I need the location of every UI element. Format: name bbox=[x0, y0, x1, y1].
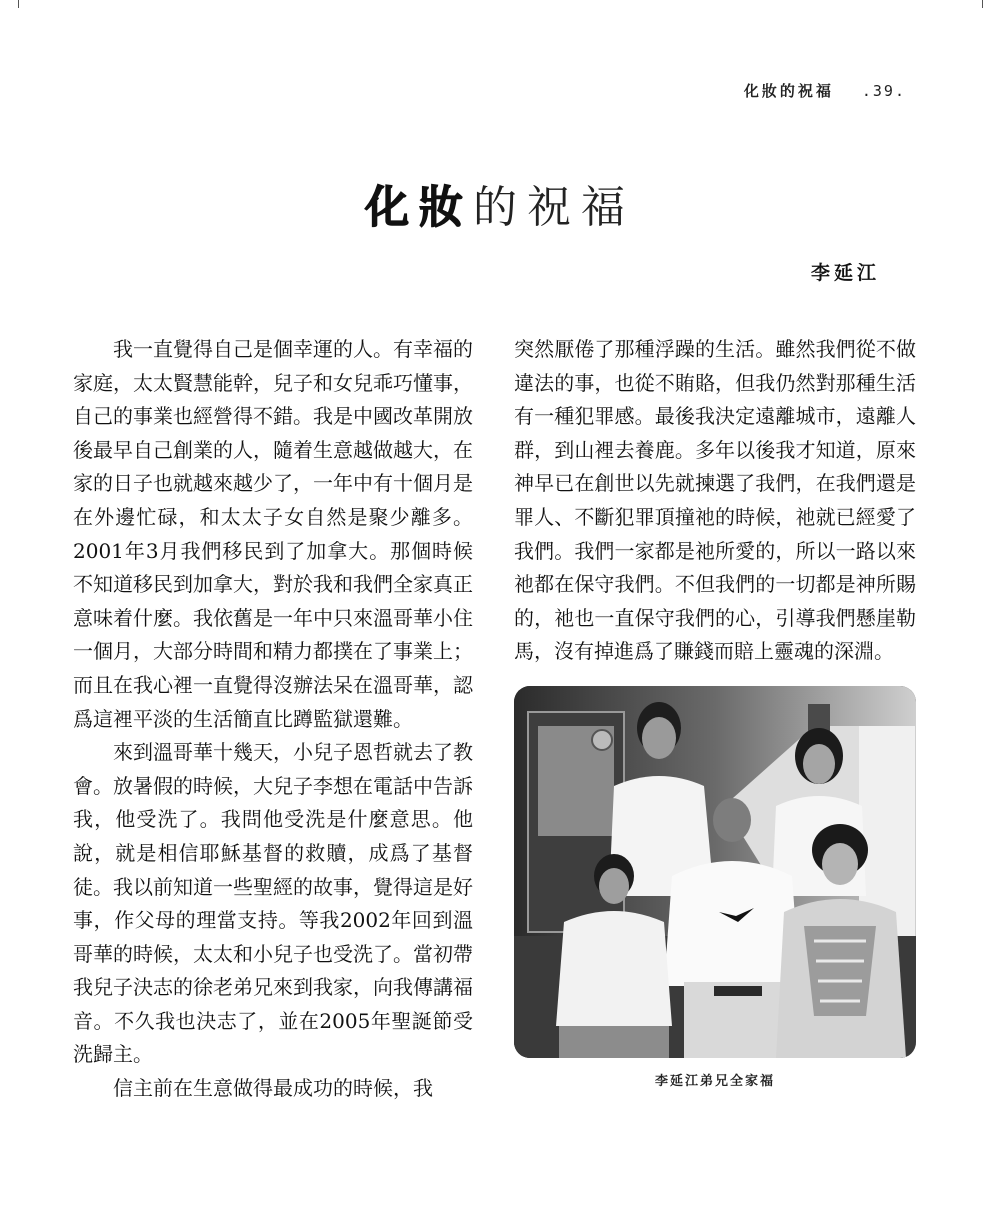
crop-mark-top-left bbox=[18, 0, 19, 8]
running-title: 化妝的祝福 bbox=[743, 82, 834, 100]
text-column-left bbox=[73, 333, 473, 1106]
paragraph: 我一直覺得自己是個幸運的人。有幸福的家庭，太太賢慧能幹，兒子和女兒乖巧懂事，自己的事業也經營得不錯。我是中國改革開放後最早自己創業的人，隨着生意越做越大，在家的日子也就越來越少了，一年中有十個月是在外邊忙碌，和太太子女自然是聚少離多。2001年3月我們移民到了加拿大。那個時候不知道移民到加拿大，對於我和我們全家真正意味着什麼。我依舊是一年中只來溫哥華小住一個月，大部分時間和精力都撲在了事業上；而且在我心裡一直覺得沒辦法呆在溫哥華，認爲這裡平淡的生活簡直比蹲監獄還難。 bbox=[73, 337, 473, 731]
paragraph: 信主前在生意做得最成功的時候，我 bbox=[113, 1076, 433, 1101]
family-photo-illustration bbox=[514, 686, 916, 1058]
photo-caption: 李延江弟兄全家福 bbox=[654, 1074, 775, 1089]
family-photo bbox=[514, 686, 916, 1058]
author-byline: 李延江 bbox=[810, 262, 880, 284]
paragraph-continued: 突然厭倦了那種浮躁的生活。雖然我們從不做違法的事，也從不賄賂，但我仍然對那種生活有一種犯罪感。最後我決定遠離城市，遠離人群，到山裡去養鹿。多年以後我才知道，原來神早已在創世以先就揀選了我們，在我們還是罪人、不斷犯罪頂撞祂的時候，祂就已經愛了我們。我們一家都是祂所愛的，所以一路以來祂都在保守我們。不但我們的一切都是神所賜的，祂也一直保守我們的心，引導我們懸崖勒馬，沒有掉進爲了賺錢而賠上靈魂的深淵。 bbox=[514, 337, 916, 664]
page-number: .39. bbox=[861, 82, 906, 100]
running-header bbox=[744, 80, 906, 101]
article-title-bold: 化妝 bbox=[365, 182, 473, 233]
text-column-right bbox=[514, 333, 916, 669]
paragraph: 來到溫哥華十幾天，小兒子恩哲就去了教會。放暑假的時候，大兒子李想在電話中告訴我，他受洗了。我問他受洗是什麼意思。他說，就是相信耶穌基督的救贖，成爲了基督徒。我以前知道一些聖經的故事，覺得這是好事，作父母的理當支持。等我2002年回到溫哥華的時候，太太和小兒子也受洗了。當初帶我兒子決志的徐老弟兄來到我家，向我傳講福音。不久我也決志了，並在2005年聖誕節受洗歸主。 bbox=[73, 740, 473, 1067]
article-title bbox=[0, 180, 1000, 236]
crop-mark-top-right bbox=[982, 0, 983, 8]
article-title-rest: 的祝福 bbox=[473, 182, 635, 233]
